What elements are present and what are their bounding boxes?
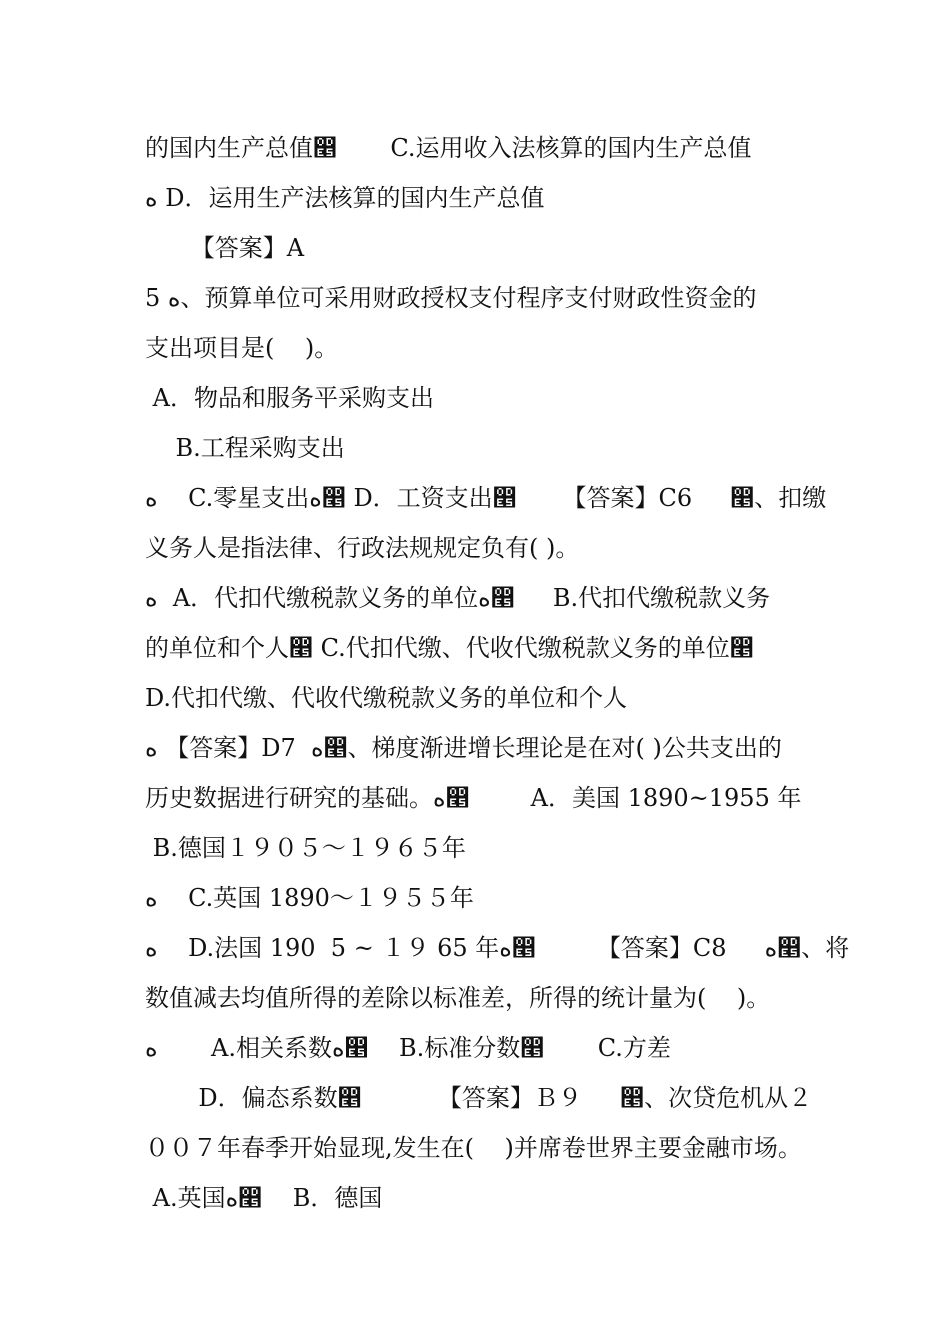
text-line (0, 273, 950, 323)
text-line (0, 673, 950, 723)
text-line (0, 1173, 950, 1223)
text-line (0, 223, 950, 273)
text-line (0, 823, 950, 873)
line-text: 的国内生产总值෥ C.运用收入法核算的国内生产总值 (145, 134, 752, 162)
line-text: ە C.英国 1890～１９５５年 (145, 884, 474, 912)
text-line (0, 123, 950, 173)
text-line (0, 973, 950, 1023)
text-line (0, 573, 950, 623)
line-text: 义务人是指法律、行政法规规定负有( )。 (145, 534, 580, 562)
text-line (0, 373, 950, 423)
line-text: D．偏态系数෥ 【答案】Ｂ９ ෥、次贷危机从２ (145, 1084, 813, 1112)
line-text: A．物品和服务平采购支出 (145, 384, 434, 412)
line-text: 支出项目是( )。 (145, 334, 339, 362)
text-line (0, 773, 950, 823)
line-text: ە 【答案】D7 ە෥、梯度渐进增长理论是在对( )公共支出的 (145, 734, 782, 762)
text-line (0, 1073, 950, 1123)
line-text: D.代扣代缴、代收代缴税款义务的单位和个人 (145, 684, 628, 712)
text-line (0, 873, 950, 923)
line-text: 数值减去均值所得的差除以标准差，所得的统计量为( )。 (145, 984, 771, 1012)
line-text: ە A．代扣代缴税款义务的单位ە෥ B.代扣代缴税款义务 (145, 584, 771, 612)
line-text: ە C.零星支出ە෥ D．工资支出෥ 【答案】C6 ෥、扣缴 (145, 484, 827, 512)
text-line (0, 473, 950, 523)
line-text: B.工程采购支出 (145, 434, 345, 462)
text-line (0, 173, 950, 223)
text-line (0, 623, 950, 673)
line-text: ە D.法国 190 5 ~ １９ 65 年ە෥ 【答案】C8 ە෥、将 (145, 934, 850, 962)
text-line (0, 923, 950, 973)
line-text: B.德国１９０５～１９６５年 (145, 834, 466, 862)
text-line (0, 323, 950, 373)
text-line (0, 723, 950, 773)
line-text: 的单位和个人෥ C.代扣代缴、代收代缴税款义务的单位෥ (145, 634, 754, 662)
line-text: 历史数据进行研究的基础。ە෥ A．美国 1890~1955 年 (145, 784, 802, 812)
line-text: 5 ە、预算单位可采用财政授权支付程序支付财政性资金的 (145, 284, 757, 312)
line-text: ە D．运用生产法核算的国内生产总值 (145, 184, 545, 212)
text-line (0, 1123, 950, 1173)
line-text: ە A.相关系数ە෥ B.标准分数෥ C.方差 (145, 1034, 671, 1062)
line-text: A.英国ە෥ B．德国 (145, 1184, 383, 1212)
line-text: ００７年春季开始显现,发生在( )并席卷世界主要金融市场。 (145, 1134, 802, 1162)
line-text: 【答案】A (145, 234, 305, 262)
text-line (0, 1023, 950, 1073)
text-line (0, 423, 950, 473)
text-line (0, 523, 950, 573)
